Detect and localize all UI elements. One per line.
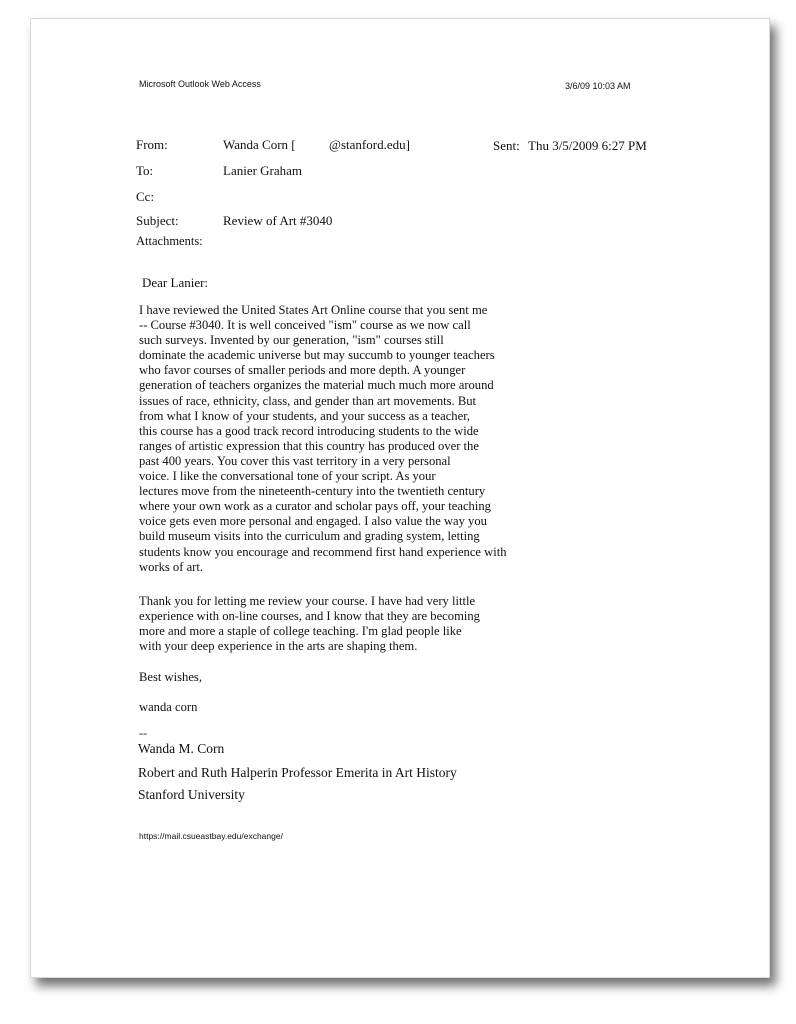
signoff: wanda corn (139, 700, 198, 714)
signature-name: Wanda M. Corn (138, 741, 225, 756)
signature-institution: Stanford University (138, 787, 245, 802)
text-line: such surveys. Invented by our generation, "ism" courses still (139, 333, 444, 348)
text-line: dominate the academic universe but may succumb to younger teachers (139, 348, 495, 363)
body-paragraph-2 (139, 594, 480, 654)
to-value: Lanier Graham (223, 163, 303, 178)
subject-label: Subject: (136, 213, 179, 228)
from-email: @stanford.edu] (329, 137, 410, 152)
text-line: build museum visits into the curriculum and grading system, letting (139, 529, 480, 544)
signature-title: Robert and Ruth Halperin Professor Emerita in Art History (138, 765, 457, 780)
text-line: voice gets even more personal and engaged. I also value the way you (139, 514, 487, 529)
greeting: Dear Lanier: (142, 275, 209, 290)
closing: Best wishes, (139, 670, 202, 684)
text-line: who favor courses of smaller periods and more depth. A younger (139, 363, 466, 378)
text-line: Thank you for letting me review your course. I have had very little (139, 594, 476, 608)
from-name: Wanda Corn [ (223, 137, 296, 152)
text-line: past 400 years. You cover this vast territory in a very personal (139, 453, 451, 468)
printed-page (30, 18, 770, 978)
text-line: lectures move from the nineteenth-century into the twentieth century (139, 484, 486, 499)
text-line: from what I know of your students, and your success as a teacher, (139, 408, 471, 423)
text-line: I have reviewed the United States Art Online course that you sent me (139, 303, 488, 317)
print-datetime: 3/6/09 10:03 AM (565, 81, 631, 91)
sent-label: Sent: (493, 138, 520, 153)
attachments-label: Attachments: (136, 234, 203, 248)
text-line: students know you encourage and recommend first hand experience with (139, 544, 507, 559)
text-line: ranges of artistic expression that this country has produced over the (139, 438, 479, 453)
text-line: experience with on-line courses, and I know that they are becoming (139, 609, 480, 624)
app-name: Microsoft Outlook Web Access (139, 79, 261, 89)
sent-value: Thu 3/5/2009 6:27 PM (528, 138, 647, 153)
signature-separator: -- (139, 726, 147, 740)
text-line: generation of teachers organizes the material much much more around (139, 378, 494, 393)
text-line: issues of race, ethnicity, class, and gender than art movements. But (139, 393, 477, 408)
text-line: more and more a staple of college teaching. I'm glad people like (139, 624, 462, 639)
text-line: this course has a good track record introducing students to the wide (139, 423, 479, 438)
footer-url: https://mail.csueastbay.edu/exchange/ (139, 831, 283, 841)
text-line: voice. I like the conversational tone of your script. As your (139, 469, 436, 484)
subject-value: Review of Art #3040 (223, 213, 333, 228)
text-line: where your own work as a curator and scholar pays off, your teaching (139, 499, 491, 514)
to-label: To: (136, 163, 154, 178)
from-label: From: (136, 137, 168, 152)
text-line: -- Course #3040. It is well conceived "ism" course as we now call (139, 318, 471, 333)
body-paragraph-1 (139, 303, 507, 575)
cc-label: Cc: (136, 189, 155, 204)
text-line: works of art. (139, 559, 204, 574)
text-line: with your deep experience in the arts are shaping them. (139, 639, 418, 654)
